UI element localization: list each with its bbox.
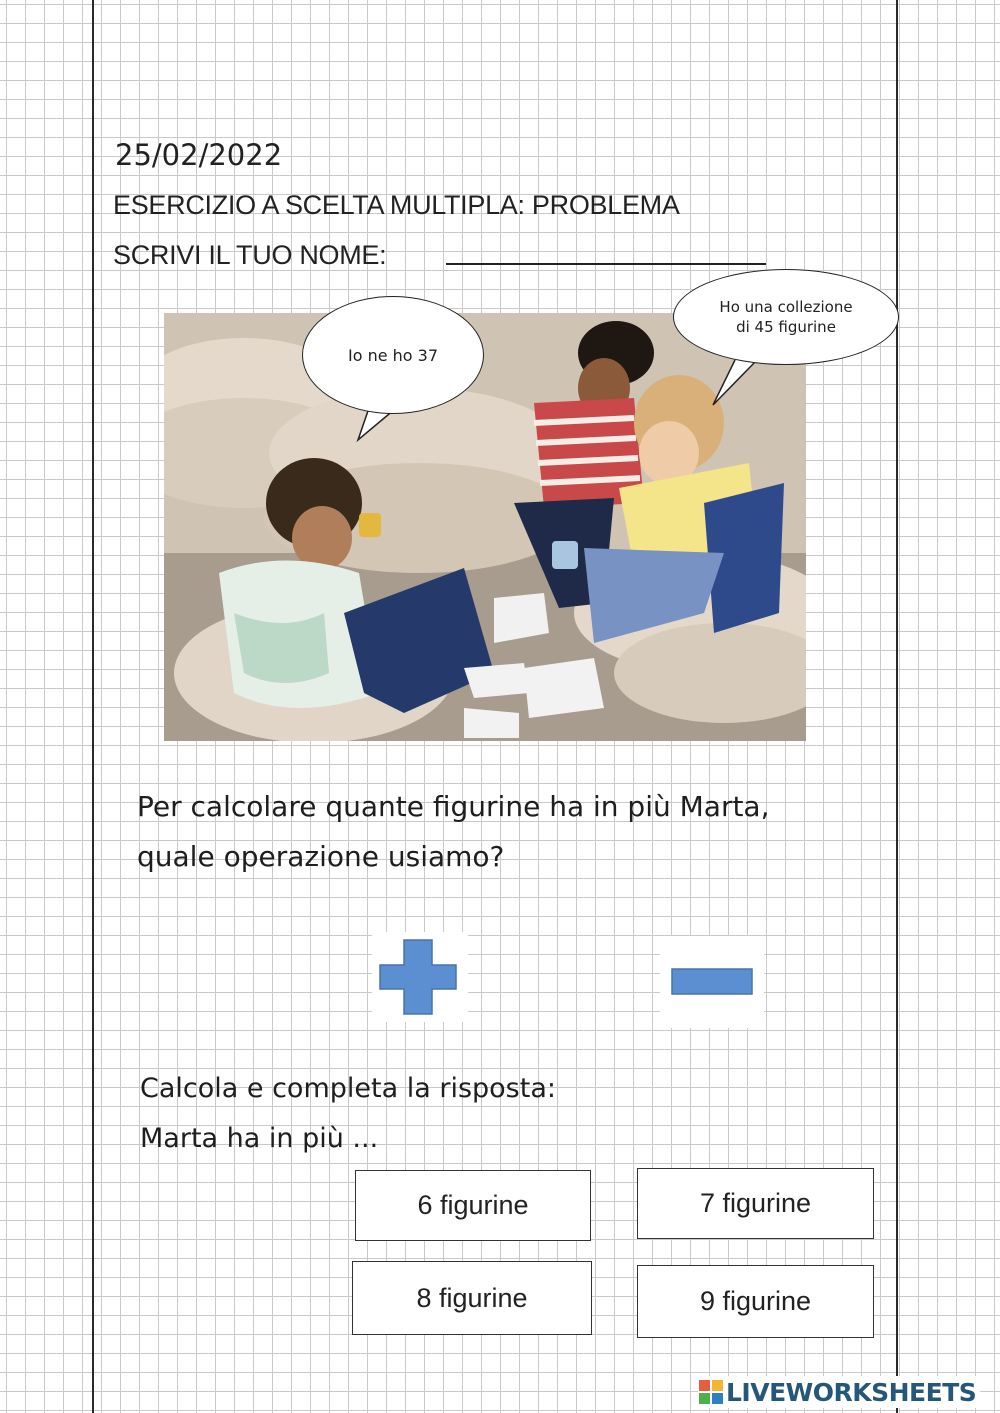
plus-icon (372, 932, 468, 1022)
instruction-line-1: Calcola e completa la risposta: (140, 1073, 556, 1104)
plus-option[interactable] (372, 932, 468, 1022)
kids-photo-illustration (164, 313, 806, 741)
liveworksheets-logo-icon (698, 1379, 724, 1405)
minus-option[interactable] (660, 936, 764, 1028)
notebook-margin-right (896, 0, 898, 1413)
minus-icon (660, 936, 764, 1028)
answer-option-9[interactable]: 9 figurine (637, 1265, 874, 1338)
exercise-title: ESERCIZIO A SCELTA MULTIPLA: PROBLEMA (113, 190, 680, 220)
liveworksheets-logo-text: LIVEWORKSHEETS (726, 1377, 977, 1407)
answer-option-7[interactable]: 7 figurine (637, 1168, 874, 1239)
speech-bubble-left-text: Io ne ho 37 (347, 345, 439, 365)
name-input-line[interactable] (446, 263, 766, 265)
question-line-1: Per calcolare quante figurine ha in più Marta, (137, 790, 770, 823)
speech-bubble-left (302, 296, 484, 414)
question (137, 782, 857, 882)
answer-option-8[interactable]: 8 figurine (352, 1261, 592, 1335)
name-label: SCRIVI IL TUO NOME: (113, 240, 387, 270)
question-line-2: quale operazione usiamo? (137, 840, 505, 873)
speech-bubble-right-text: Ho una collezione di 45 figurine (719, 298, 853, 336)
liveworksheets-logo (698, 1376, 980, 1408)
instruction-line-2: Marta ha in più ... (140, 1123, 379, 1154)
speech-bubble-right (673, 269, 899, 365)
kids-photo (164, 313, 806, 741)
notebook-margin-left (92, 0, 94, 1413)
date: 25/02/2022 (115, 138, 283, 172)
answer-option-6[interactable]: 6 figurine (355, 1170, 591, 1241)
instruction (140, 1064, 840, 1164)
